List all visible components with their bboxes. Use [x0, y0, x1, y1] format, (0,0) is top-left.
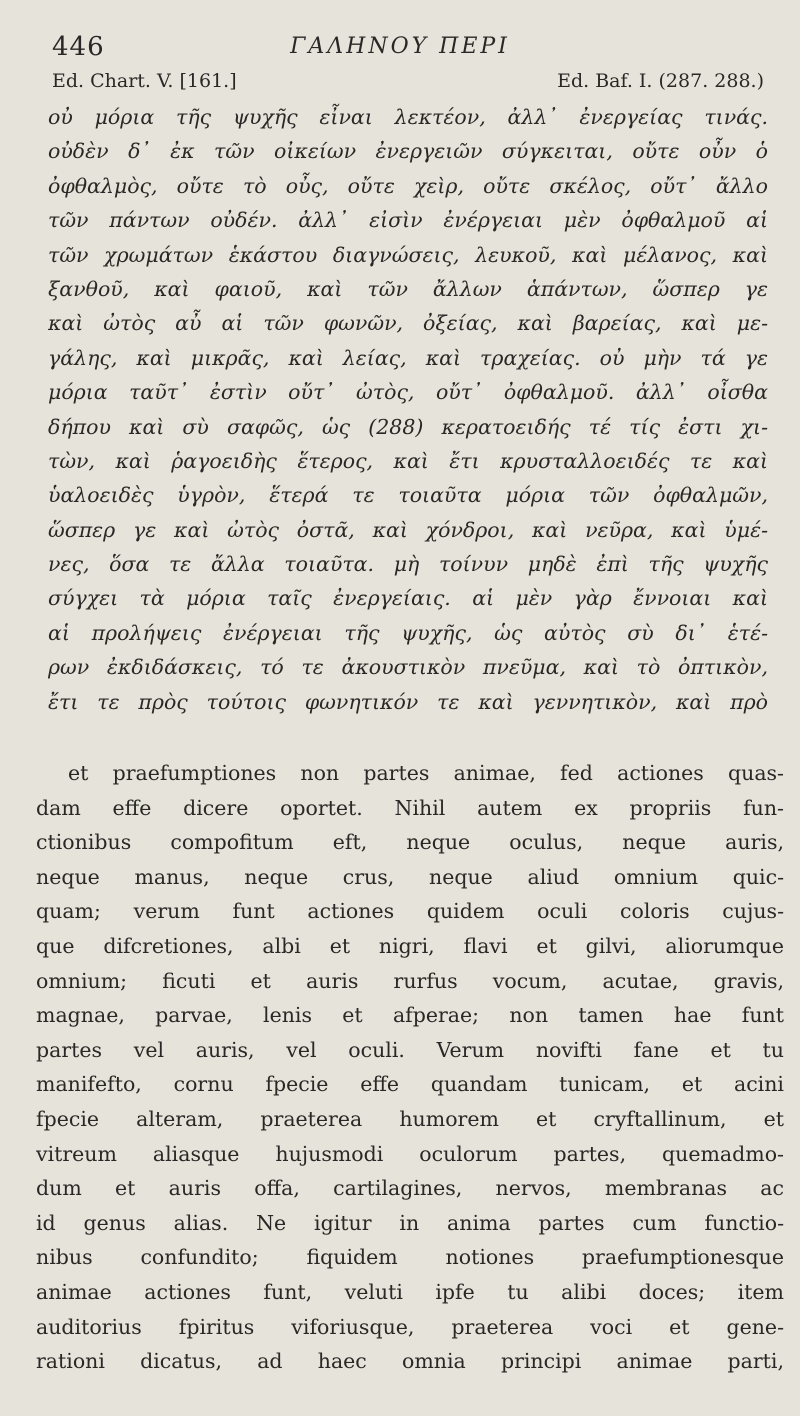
greek-text-line: ὥσπερ γε καὶ ὠτὸς ὀστᾶ, καὶ χόνδροι, καὶ νεῦρα, καὶ ὑμέ-	[48, 517, 768, 542]
latin-text-line: vitreum aliasque hujusmodi oculorum partes, quemadmo-	[36, 1141, 784, 1166]
greek-text-line: τὼν, καὶ ῥαγοειδὴς ἕτερος, καὶ ἔτι κρυσταλλοειδές τε καὶ	[48, 448, 768, 473]
latin-text-line: nibus confundito; fiquidem notiones praefumptionesque	[36, 1245, 784, 1270]
greek-text-block	[48, 100, 768, 719]
greek-text-line: ἔτι τε πρὸς τούτοις φωνητικόν τε καὶ γεννητικὸν, καὶ πρὸ	[48, 689, 768, 714]
greek-text-line: γάλης, καὶ μικρᾶς, καὶ λείας, καὶ τραχείας. οὐ μὴν τά γε	[48, 345, 768, 370]
greek-text-line: τῶν πάντων οὐδέν. ἀλλ᾽ εἰσὶν ἐνέργειαι μὲν ὀφθαλμοῦ αἱ	[48, 208, 768, 233]
greek-text-line: νες, ὅσα τε ἄλλα τοιαῦτα. μὴ τοίνυν μηδὲ ἐπὶ τῆς ψυχῆς	[48, 552, 768, 577]
edition-reference-basel: Ed. Baf. I. (287. 288.)	[557, 70, 764, 92]
greek-text-line: τῶν χρωμάτων ἑκάστου διαγνώσεις, λευκοῦ, καὶ μέλανος, καὶ	[48, 242, 768, 267]
latin-text-line: dam effe dicere oportet. Nihil autem ex propriis fun-	[36, 795, 784, 820]
page-number: 446	[52, 32, 105, 62]
edition-reference-line	[0, 70, 800, 100]
greek-text-line: μόρια ταῦτ᾽ ἐστὶν οὔτ᾽ ὠτὸς, οὔτ᾽ ὀφθαλμοῦ. ἀλλ᾽ οἶσθα	[48, 380, 768, 405]
latin-text-line: id genus alias. Ne igitur in anima partes cum functio-	[36, 1210, 784, 1235]
edition-reference-chartier: Ed. Chart. V. [161.]	[52, 70, 237, 92]
greek-text-line: ὑαλοειδὲς ὑγρὸν, ἕτερά τε τοιαῦτα μόρια τῶν ὀφθαλμῶν,	[48, 483, 768, 508]
latin-text-line: magnae, parvae, lenis et afperae; non tamen hae funt	[36, 1003, 784, 1028]
greek-text-line: σύγχει τὰ μόρια ταῖς ἐνεργείαις. αἱ μὲν γὰρ ἔννοιαι καὶ	[48, 586, 768, 611]
latin-text-line: ctionibus compofitum eft, neque oculus, neque auris,	[36, 830, 784, 855]
latin-text-block	[36, 756, 784, 1379]
latin-text-line: manifefto, cornu fpecie effe quandam tunicam, et acini	[36, 1072, 784, 1097]
latin-text-line: animae actiones funt, veluti ipfe tu alibi doces; item	[36, 1279, 784, 1304]
running-title: ΓΑΛΗΝΟΥ ΠΕΡΙ	[290, 34, 510, 59]
latin-text-line: dum et auris offa, cartilagines, nervos, membranas ac	[36, 1176, 784, 1201]
greek-text-line: αἱ προλήψεις ἐνέργειαι τῆς ψυχῆς, ὡς αὐτὸς σὺ δι᾽ ἑτέ-	[48, 620, 768, 645]
latin-text-line: fpecie alteram, praeterea humorem et cryftallinum, et	[36, 1106, 784, 1131]
latin-text-line: neque manus, neque crus, neque aliud omnium quic-	[36, 864, 784, 889]
latin-text-line: rationi dicatus, ad haec omnia principi animae parti,	[36, 1349, 784, 1374]
greek-text-line: ὀφθαλμὸς, οὔτε τὸ οὖς, οὔτε χεὶρ, οὔτε σκέλος, οὔτ᾽ ἄλλο	[48, 173, 768, 198]
greek-text-line: ξανθοῦ, καὶ φαιοῦ, καὶ τῶν ἄλλων ἁπάντων, ὥσπερ γε	[48, 276, 768, 301]
greek-text-line: ρων ἐκδιδάσκεις, τό τε ἀκουστικὸν πνεῦμα, καὶ τὸ ὀπτικὸν,	[48, 655, 768, 680]
latin-text-line: et praefumptiones non partes animae, fed actiones quas-	[68, 761, 784, 785]
latin-text-line: omnium; ficuti et auris rurfus vocum, acutae, gravis,	[36, 968, 784, 993]
greek-text-line: οὐ μόρια τῆς ψυχῆς εἶναι λεκτέον, ἀλλ᾽ ἐνεργείας τινάς.	[48, 105, 768, 129]
greek-text-line: καὶ ὠτὸς αὖ αἱ τῶν φωνῶν, ὀξείας, καὶ βαρείας, καὶ με-	[48, 311, 768, 336]
latin-text-line: auditorius fpiritus viforiusque, praeterea voci et gene-	[36, 1314, 784, 1339]
running-head	[0, 30, 800, 66]
greek-text-line: δήπου καὶ σὺ σαφῶς, ὡς (288) κερατοειδής τέ τίς ἐστι χι-	[48, 414, 768, 439]
latin-text-line: partes vel auris, vel oculi. Verum novifti fane et tu	[36, 1037, 784, 1062]
greek-text-line: οὐδὲν δ᾽ ἐκ τῶν οἰκείων ἐνεργειῶν σύγκειται, οὔτε οὖν ὁ	[48, 139, 768, 164]
latin-text-line: que difcretiones, albi et nigri, flavi et gilvi, aliorumque	[36, 933, 784, 958]
latin-text-line: quam; verum funt actiones quidem oculi coloris cujus-	[36, 899, 784, 924]
